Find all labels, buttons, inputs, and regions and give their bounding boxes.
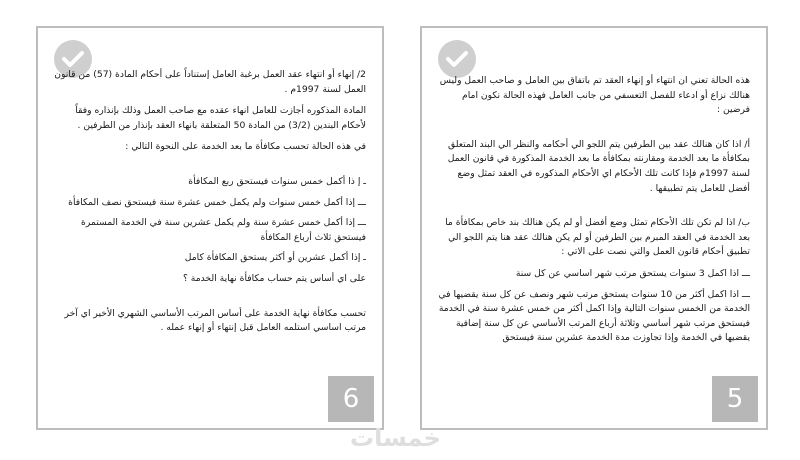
list-item: ـــ اذا اكمل 3 سنوات يستحق مرتب شهر اساسي عن كل سنة <box>515 267 750 279</box>
paragraph: أ/ اذا كان هنالك عقد بين الطرفين يتم اللجو الي أحكامه والنظر الي البند المتعلق بمكافأة ما بعد الخدمة ومقارنته بمكافأة ما بعد الخدمة المذكورة في قانون العمل لسنة 1997م فإذا كانت تلك الأحكام اي الأحكام المذكوره في العقد تمثل وضع أفضل للعامل يتم تطبيقها . <box>447 138 750 194</box>
document-page-5 <box>420 26 768 430</box>
paragraph: ب/ اذا لم تكن تلك الأحكام تمثل وضع أفضل أو لم يكن هنالك بند خاص بمكافأة ما بعد الخدمة في العقد المبرم بين الطرفين أو لم يكن هنالك عقد هنا يتم اللجو الي تطبيق أحكام قانون العمل والتي نصت على الاتي : <box>445 217 750 258</box>
page-number-badge: 6 <box>328 376 374 422</box>
page-text <box>438 74 750 352</box>
paragraph: 2/ إنهاء أو انتهاء عقد العمل برغبة العامل إستناداً على أحكام المادة (57) من قانون العمل لسنة 1997م . <box>54 69 366 95</box>
list-item: ـــ إذا أكمل خمس سنوات ولم يكمل خمس عشرة سنة فيستحق نصف المكافأة <box>68 196 366 208</box>
list-item: ـــ إذا أكمل خمس عشرة سنة ولم يكمل عشرين سنة في الخدمة المستمرة فيستحق ثلاث أرباع المكافأة <box>81 217 366 243</box>
list-item: ـ إ ذا أكمل خمس سنوات فيستحق ربع المكافأة <box>188 175 366 187</box>
list-item: ـ إذا أكمل عشرين أو أكثر يستحق المكافأة كامل <box>184 252 366 264</box>
paragraph: في هذه الحالة تحسب مكافأة ما بعد الخدمة على النحوة التالي : <box>125 141 366 153</box>
page-text <box>54 68 366 343</box>
paragraph: تحسب مكافأة نهاية الخدمة على أساس المرتب الأساسي الشهري الأخير اي آخر مرتب اساسي استلمه العامل قبل إنتهاء أو إنهاء عمله . <box>64 307 366 334</box>
check-circle-icon <box>438 40 476 78</box>
question: على اي أساس يتم حساب مكافأة نهاية الخدمة ؟ <box>182 272 366 284</box>
page-number-badge: 5 <box>712 376 758 422</box>
paragraph: هذه الحالة تعني ان انتهاء أو إنهاء العقد تم باتفاق بين العامل و صاحب العمل وليس هنالك نزاع أو ادعاء للفصل التعسفي من جانب العامل فهذه الحالة نكون امام فرضين : <box>439 75 750 116</box>
paragraph: المادة المذكوره أجازت للعامل انهاء عقده مع صاحب العمل وذلك بإنذاره وفقاً لأحكام البندين (3/2) من المادة 50 المتعلقة بانهاء العقد بإنذار من الطرفين . <box>75 105 366 131</box>
list-item: ـــ اذا اكمل أكثر من 10 سنوات يستحق مرتب شهر ونصف عن كل سنة يقضيها في الخدمة من الخمس سنوات التالية وإذا اكمل أكثر من خمس عشرة سنة في الخدمة فيستحق مرتب شهر أساسي وثلاثة أرباع المرتب الأساسي عن كل سنة إضافية يقضيها في الخدمة وإذا تجاوزت مدة الخدمة عشرين سنة فيستحق <box>438 288 750 344</box>
watermark: خمسات <box>350 424 441 452</box>
document-page-6 <box>36 26 384 430</box>
